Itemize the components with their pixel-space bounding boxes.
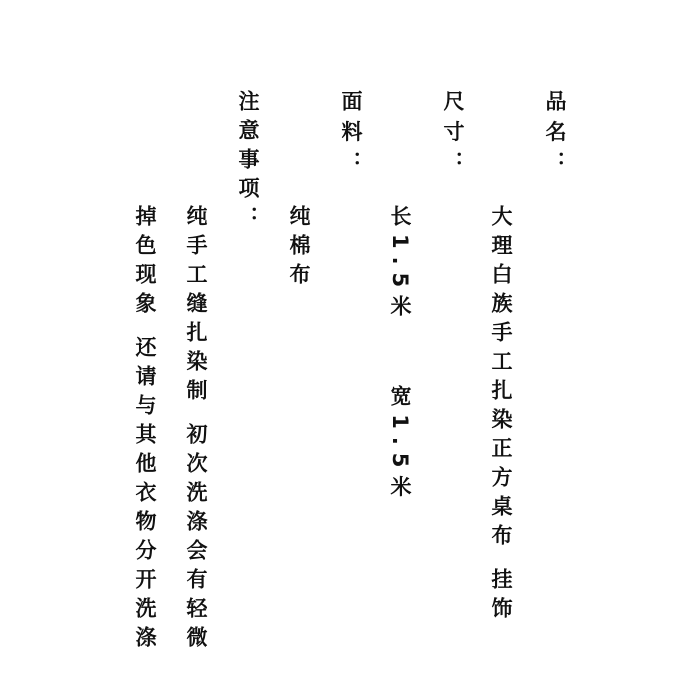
size-value: 长1.5米 宽1.5米 xyxy=(388,205,412,505)
material-label: 面料： xyxy=(339,90,363,182)
product-name-value: 大理白族手工扎染正方桌布 挂饰 xyxy=(489,205,513,627)
size-label: 尺寸： xyxy=(441,90,465,182)
material-value: 纯棉布 xyxy=(287,205,311,292)
notes-line-2: 掉色现象 还请与其他衣物分开洗涤 xyxy=(133,205,157,655)
notes-label: 注意事项： xyxy=(236,90,260,235)
notes-line-1: 纯手工缝扎染制 初次洗涤会有轻微 xyxy=(184,205,208,655)
product-name-label: 品名： xyxy=(543,90,567,182)
